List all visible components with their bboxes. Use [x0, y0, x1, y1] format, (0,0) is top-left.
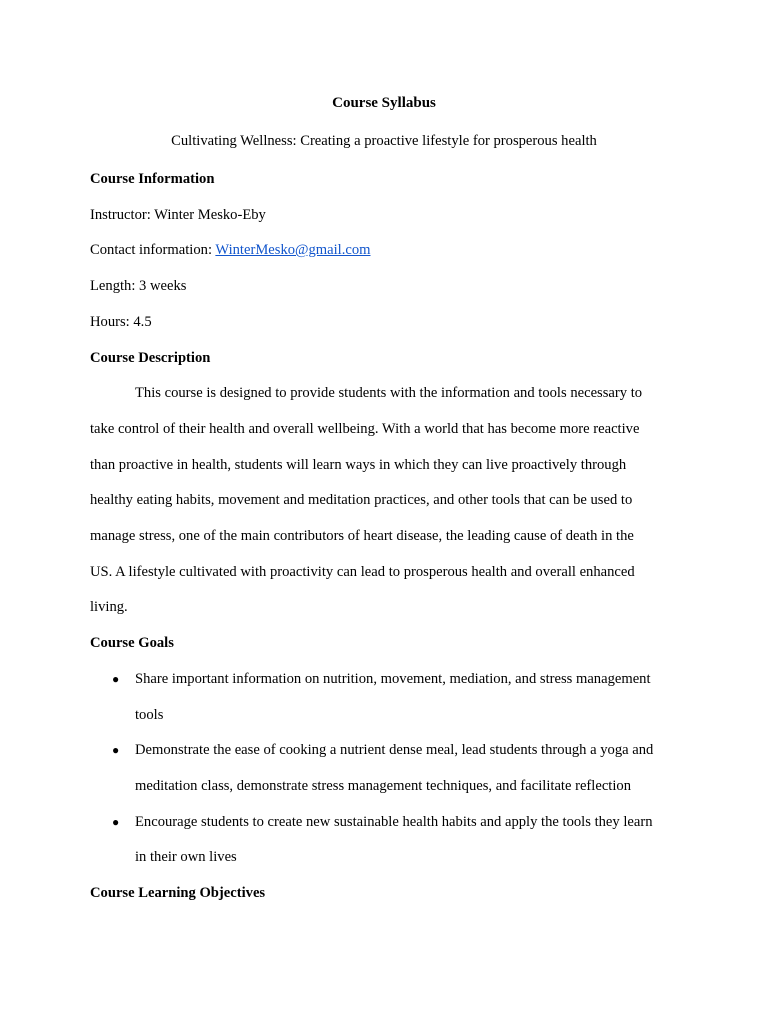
goal-item-line: meditation class, demonstrate stress management techniques, and facilitate reflection [135, 778, 632, 794]
instructor-line: Instructor: Winter Mesko-Eby [90, 207, 266, 223]
description-line: US. A lifestyle cultivated with proactivity can lead to prosperous health and overall enhanced [90, 564, 635, 580]
contact-label: Contact information: [90, 242, 216, 258]
goal-item-line: Demonstrate the ease of cooking a nutrient dense meal, lead students through a yoga and [135, 742, 654, 758]
goal-item-line: Encourage students to create new sustainable health habits and apply the tools they learn [135, 814, 653, 830]
bullet-icon: ● [112, 815, 120, 829]
description-line: This course is designed to provide students with the information and tools necessary to [135, 385, 643, 401]
description-line: healthy eating habits, movement and meditation practices, and other tools that can be used to [90, 492, 633, 508]
hours-line: Hours: 4.5 [90, 314, 152, 330]
contact-line [90, 241, 371, 259]
course-information-heading: Course Information [90, 171, 215, 187]
goal-item-line: Share important information on nutrition, movement, mediation, and stress management [135, 671, 651, 687]
bullet-icon: ● [112, 743, 120, 757]
goal-item-line: in their own lives [135, 849, 237, 865]
description-line: take control of their health and overall wellbeing. With a world that has become more reactive [90, 421, 640, 437]
length-line: Length: 3 weeks [90, 278, 187, 294]
contact-email-link[interactable]: WinterMesko@gmail.com [215, 242, 371, 258]
document-title: Course Syllabus [332, 95, 436, 111]
course-description-heading: Course Description [90, 350, 211, 366]
goal-item-line: tools [135, 707, 164, 723]
description-line: manage stress, one of the main contributors of heart disease, the leading cause of death in the [90, 528, 634, 544]
course-learning-objectives-heading: Course Learning Objectives [90, 885, 266, 901]
course-goals-heading: Course Goals [90, 635, 174, 651]
bullet-icon: ● [112, 672, 120, 686]
document-subtitle: Cultivating Wellness: Creating a proactive lifestyle for prosperous health [171, 133, 597, 149]
description-line: than proactive in health, students will learn ways in which they can live proactively through [90, 457, 627, 473]
description-line: living. [90, 599, 128, 615]
